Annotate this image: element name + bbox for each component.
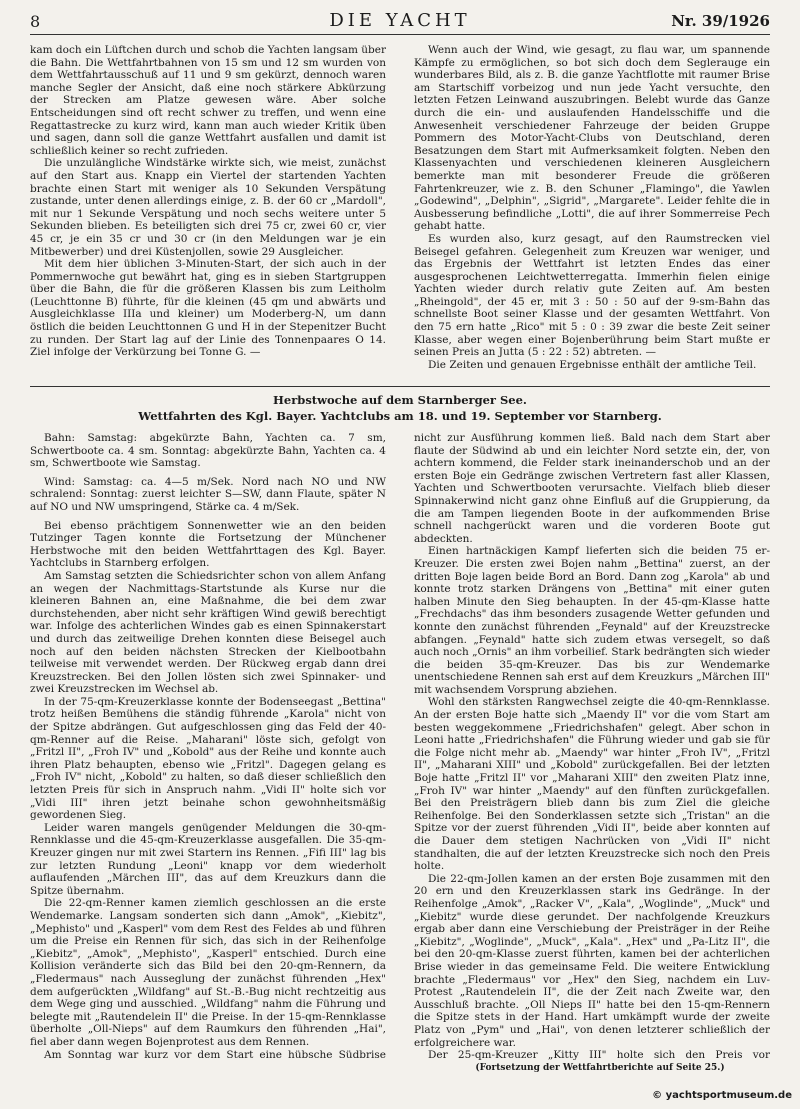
paragraph: Die unzulängliche Windstärke wirkte sich, wie meist, zunächst auf den Start aus. Knapp ein Viertel der startenden Yachten brachte einen Start mit weniger als 10 Sekunden Verspätung zustande, unter denen allerdings einige, z. B. der 60 cr „Mardoll", mit nur 1 Sekunde Verspätung und noch sechs weitere unter 5 Sekunden blieben. Es beteiligten sich drei 75 cr, zwei 60 cr, vier 45 cr, je ein 35 cr und 30 cr (in den Meldungen war je ein Mitbewerber) und drei Küstenjollen, sowie 29 Ausgleicher. — [30, 157, 386, 258]
paragraph: Mit dem hier üblichen 3-Minuten-Start, der sich auch in der Pommernwoche gut bewährt hat, ging es in sieben Startgruppen über die Bahn, die für die größeren Klassen bis zum Leitholm (Leuchttonne B) führte, für die kleinen (45 qm und abwärts und Ausgleichklasse IIIa und kleiner) um Moderberg-N, um dann östlich die beiden Leuchttonnen G und H in der Stepenitzer Bucht zu runden. Der Start lag auf der Linie des Tonnenpaares O 14. Ziel infolge der Verkürzung bei Tonne G. — — [30, 258, 386, 359]
paragraph: Bahn: Samstag: abgekürzte Bahn, Yachten ca. 7 sm, Schwertboote ca. 4 sm. Sonntag: abgekürzte Bahn, Yachten ca. 4 sm, Schwertboote wie Samstag. — [30, 432, 386, 470]
watermark: © yachtsportmuseum.de — [652, 1090, 792, 1101]
paragraph: Es wurden also, kurz gesagt, auf den Raumstrecken viel Beisegel gefahren. Gelegenheit zum Kreuzen war weniger, und das Ergebnis der Wettfahrt ist letzten Endes das einer ausgesprochenen Leichtwetterregatta. Immerhin fielen einige Yachten wieder durch relativ gute Zeiten auf. Am besten „Rheingold", der 45 er, mit 3 : 50 : 50 auf der 9-sm-Bahn das schnellste Boot seiner Klasse und der gesamten Wettfahrt. Von den 75 ern hatte „Rico" mit 5 : 0 : 39 zwar die beste Zeit seiner Klasse, aber wegen einer Bojenberührung beim Start mußte er seinen Preis an Jutta (5 : 22 : 52) abtreten. — — [414, 232, 770, 359]
paragraph: Am Sonntag war kurz vor dem Start eine hübsche Südbrise — [44, 1048, 386, 1060]
paragraph: Leider waren mangels genügender Meldungen die 30-qm-Rennklasse und die 45-qm-Kreuzerklasse ausgefallen. Die 35-qm-Kreuzer gingen nur mit zwei Startern ins Rennen. „Fifi III" lag bis zur letzten Rundung „Leoni" knapp vor dem wiederholt auflaufenden „Märchen III", das auf dem Kreuzkurs dann die Spitze übernahm. — [30, 821, 386, 897]
article-title: Herbstwoche auf dem Starnberger See. — [273, 393, 527, 407]
issue-number: Nr. 39/1926 — [671, 12, 770, 30]
paragraph: nicht zur Ausführung kommen ließ. Bald nach dem Start aber flaute der Südwind ab und ein leichter Nord setzte ein, der, von achtern kommend, die Felder stark ineinanderschob und an der ersten Boje ein Gedränge zwischen Vertretern fast aller Klassen, Yachten und Schwertbooten verursachte. Vielfach blieb dieser Spinnakerwind nicht ganz ohne Einfluß auf die Gruppierung, da die am Tampen liegenden Boote in der aufkommenden Brise schnell nachgerückt waren und die vorderen Boote gut abdeckten. — [414, 432, 770, 545]
article-subtitle: Wettfahrten des Kgl. Bayer. Yachtclubs am 18. und 19. September vor Starnberg. — [138, 409, 662, 423]
paragraph: Wind: Samstag: ca. 4—5 m/Sek. Nord nach NO und NW schralend: Sonntag: zuerst leichter S—SW, dann Flaute, später N auf NO und NW umspringend, Stärke ca. 4 m/Sek. — [30, 475, 386, 513]
continuation-note: (Fortsetzung der Wettfahrtberichte auf Seite 25.) — [475, 1063, 725, 1073]
paragraph: Einen hartnäckigen Kampf lieferten sich die beiden 75 er-Kreuzer. Die ersten zwei Bojen nahm „Bettina" zuerst, an der dritten Boje lagen beide Bord an Bord. Dann zog „Karola" ab und konnte trotz starken Drängens von „Bettina" mit einer guten halben Minute den Sieg behaupten. In der 45-qm-Klasse hatte „Frechdachs" das ihm besonders zusagende Wetter gefunden und konnte den zunächst führenden „Feynald" auf der Kreuzstrecke abfangen. „Feynald" hatte sich zudem etwas versegelt, so daß auch noch „Ornis" an ihm vorbeilief. Stark bedrängten sich wieder die beiden 35-qm-Kreuzer. Das bis zur Wendemarke unentschiedene Rennen sah erst auf dem Kreuzkurs „Märchen III" mit wachsendem Vorsprung abziehen. — [414, 545, 770, 696]
masthead-title: DIE YACHT — [329, 10, 471, 31]
top-left-column — [30, 44, 386, 384]
section-rule — [30, 386, 770, 387]
paragraph: Wenn auch der Wind, wie gesagt, zu flau war, um spannende Kämpfe zu ermöglichen, so bot sich doch dem Seglerauge ein wunderbares Bild, als z. B. die ganze Yachtflotte mit raumer Brise am Startschiff vorbeizog und nun jede Yacht versuchte, den letzten Fetzen Leinwand auszubringen. Belebt wurde das Ganze durch die ein- und auslaufenden Handelsschiffe und die Anwesenheit verschiedener Fahrzeuge der beiden Gruppe Pommern des Motor-Yacht-Clubs von Deutschland, deren Besatzungen dem Start mit Aufmerksamkeit folgten. Neben den Klassenyachten und verschiedenen kleineren Ausgleichern bemerkte man mit besonderer Freude die größeren Fahrtenkreuzer, wie z. B. den Schuner „Flamingo", die Yawlen „Godewind", „Delphin", „Sigrid", „Margarete". Leider fehlte die in Ausbesserung befindliche „Lotti", die auf ihrer Sommerreise Pech gehabt hatte. — [414, 44, 770, 233]
article-right-column — [414, 432, 770, 1060]
paragraph: Die 22-qm-Jollen kamen an der ersten Boje zusammen mit den 20 ern und den Kreuzerklassen stark ins Gedränge. In der Reihenfolge „Amok", „Racker V", „Kala", „Woglinde", „Muck" und „Kiebitz" wurde diese gerundet. Der nachfolgende Kreuzkurs ergab aber dann eine Verschiebung der Preisträger in der Reihe „Kiebitz", „Woglinde", „Muck", „Kala". „Hex" und „Pa-Litz II", die bei den 20-qm-Klasse zuerst führten, kamen bei der achterlichen Brise wieder in das gemeinsame Feld. Die weitere Entwicklung brachte „Fledermaus" vor „Hex" den Sieg, nachdem ein Luv-Protest „Rautendelein II", die der Zeit nach Zweite war, den Ausschluß brachte. „Oll Nieps II" hatte bei den 15-qm-Rennern die Spitze stets in der Hand. Hart umkämpft wurde der zweite Platz von „Pym" und „Hai", von denen letzterer schließlich der erfolgreichere war. — [414, 872, 770, 1049]
paragraph: Der 25-qm-Kreuzer „Kitty III" holte sich den Preis vor — [428, 1049, 770, 1060]
paragraph: Die Zeiten und genauen Ergebnisse enthält der amtliche Teil. — [428, 358, 757, 371]
article-left-column — [30, 432, 386, 1060]
paragraph: Am Samstag setzten die Schiedsrichter schon von allem Anfang an wegen der Nachmittags-Startstunde als Kurse nur die kleineren Bahnen an, eine Maßnahme, die bei dem zwar durchstehenden, aber nicht sehr kräftigen Wind gewiß berechtigt war. Infolge des achterlichen Windes gab es einen Spinnakerstart und durch das zeitweilige Drehen konnten diese Beisegel auch noch auf den beiden nächsten Strecken der Kielbootbahn teilweise mit verwendet werden. Der Rückweg ergab dann drei Kreuzstrecken. Bei den Jollen lösten sich zwei Spinnaker- und zwei Kreuzstrecken im Wechsel ab. — [30, 569, 386, 696]
top-right-column — [414, 44, 770, 384]
paragraph: Wohl den stärksten Rangwechsel zeigte die 40-qm-Rennklasse. An der ersten Boje hatte sich „Maendy II" vor die vom Start am besten weggekommene „Friedrichshafen" gelegt. Aber schon in Leoni hatte „Friedrichshafen" die Führung wieder und gab sie für die Folge nicht mehr ab. „Maendy" war hinter „Froh IV", „Fritzl II", „Maharani XIII" und „Kobold" zurückgefallen. Bei der letzten Boje hatte „Fritzl II" vor „Maharani XIII" den zweiten Platz inne, „Froh IV" war hinter „Maendy" auf den fünften zurückgefallen. Bei den Preisträgern blieb dann bis zum Ziel die gleiche Reihenfolge. Bei den Sonderklassen setzte sich „Tristan" an die Spitze vor der zuerst führenden „Vidi II", beide aber konnten auf die Dauer dem stetigen Nachrücken von „Vidi II" nicht standhalten, die auf der letzten Kreuzstrecke sich noch den Preis holte. — [414, 696, 770, 873]
page-number: 8 — [30, 12, 41, 31]
paragraph: Die 22-qm-Renner kamen ziemlich geschlossen an die erste Wendemarke. Langsam sonderten sich dann „Amok", „Kiebitz", „Mephisto" und „Kasperl" vom dem Rest des Feldes ab und führen um die Preise ein Rennen für sich, das sich in der Reihenfolge „Kiebitz", „Amok", „Mephisto", „Kasperl" entschied. Durch eine Kollision veränderte sich das Bild bei den 20-qm-Rennern, da „Fledermaus" nach Ausseglung der zunächst führenden „Hex" dem aufgerückten „Wildfang" auf St.-B.-Bug nicht rechtzeitig aus dem Wege ging und ausschied. „Wildfang" nahm die Führung und belegte mit „Rautendelein II" die Preise. In der 15-qm-Rennklasse überholte „Oll-Nieps" auf dem Raumkurs den führenden „Hai", fiel aber dann wegen Bojenprotest aus dem Rennen. — [30, 897, 386, 1048]
paragraph: In der 75-qm-Kreuzerklasse konnte der Bodenseegast „Bettina" trotz heißen Bemühens die ständig führende „Karola" nicht von der Spitze abdrängen. Gut aufgeschlossen ging das Feld der 40-qm-Renner auf die Reise. „Maharani" löste sich, gefolgt von „Fritzl II", „Froh IV" und „Kobold" aus der Reihe und konnte auch ihren Platz behaupten, ebenso wie „Fritzl". Dagegen gelang es „Froh IV" nicht, „Kobold" zu halten, so daß dieser schließlich den letzten Preis für sich in Anspruch nahm. „Vidi II" holte sich vor „Vidi III" ihren jetzt beinahe schon gewohnheitsmäßig gewordenen Sieg. — [30, 695, 386, 822]
paragraph: kam doch ein Lüftchen durch und schob die Yachten langsam über die Bahn. Die Wettfahrtbahnen von 15 sm und 12 sm wurden von dem Wettfahrtausschuß auf 11 und 9 sm gekürzt, dennoch waren manche Segler der Ansicht, daß eine noch stärkere Abkürzung der Strecken am Platze gewesen wäre. Aber solche Entscheidungen sind oft recht schwer zu treffen, und wenn eine Regattastrecke zu kurz wird, kann man auch wieder Kritik üben und sagen, dann soll die ganze Wettfahrt ausfallen und damit ist schließlich keiner so recht zufrieden. — [30, 44, 386, 157]
paragraph: Bei ebenso prächtigem Sonnenwetter wie an den beiden Tutzinger Tagen konnte die Fortsetzung der Münchener Herbstwoche mit den beiden Wettfahrttagen des Kgl. Bayer. Yachtclubs in Starnberg erfolgen. — [30, 519, 386, 570]
header-rule — [30, 34, 770, 35]
